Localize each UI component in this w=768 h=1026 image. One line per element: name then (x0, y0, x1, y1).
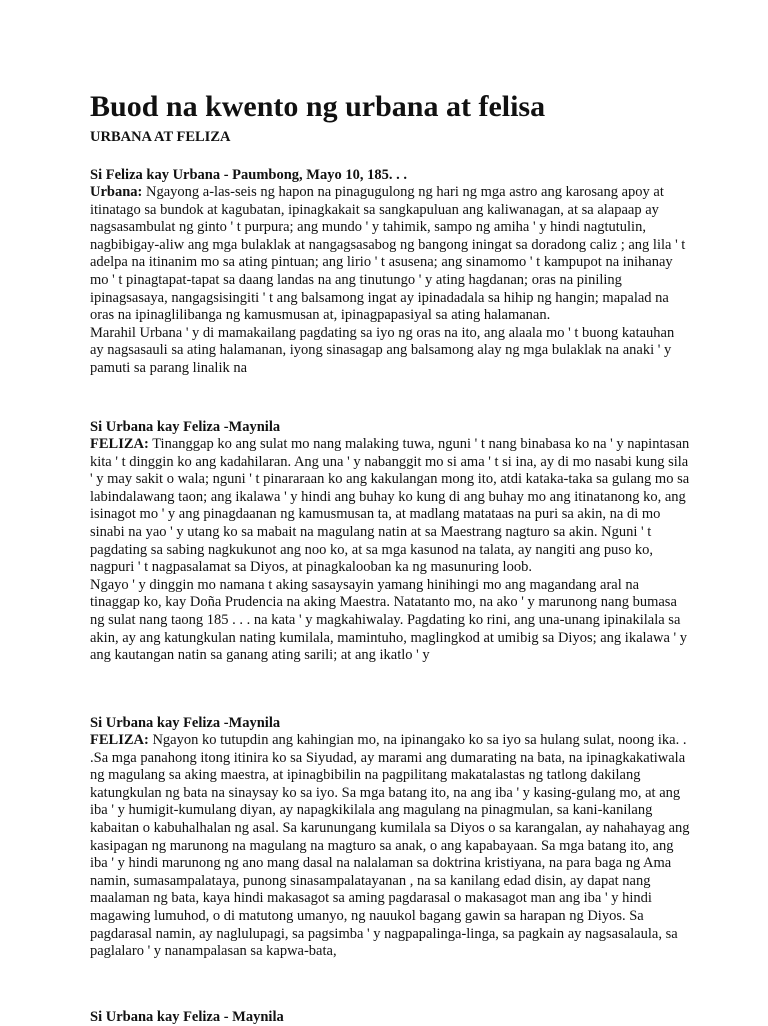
letter-section (90, 418, 690, 665)
letter-section (90, 1008, 690, 1026)
section-heading: Si Urbana kay Feliza -Maynila (90, 419, 281, 435)
section-heading: Si Urbana kay Feliza - Maynila (90, 1009, 284, 1025)
paragraph-text: Ngayong a-las-seis ng hapon na pinagugulong ng hari ng mga astro ang karosang apoy at itinatago sa bundok at kagubatan, ipinagkakait sa sangkapuluan ang kaliwanagan, at sa alapaap ay nagsasambulat ng ginto ' t purpura; ang mundo ' y tahimik, sampo ng amiha ' y hindi nagtutulin, nagbibigay-aliw ang mga bulaklak at nangagsasabog ng bangong iningat sa doradong caliz ; ang lila ' t adelpa na itinanim mo sa ating pintuan; ang lirio ' t asusena; ang sinamomo ' t kampupot na inihanay mo ' t pinagtapat-tapat sa daang landas na ang tinutungo ' y ating hagdanan; oras na piniling ipinagsasaya, nangagsisingiti ' t ang balsamong ingat ay ipinadadala sa hihip ng hangin; mapalad na oras na ipinaglilibanga ng kamusmusan at, ipinagpapasiyal sa ating halamanan. (90, 184, 686, 324)
section-heading: Si Feliza kay Urbana - Paumbong, Mayo 10, 185. . . (90, 167, 407, 183)
salutation: FELIZA: (90, 436, 149, 452)
letter-section (90, 714, 690, 961)
section-paragraph (90, 184, 690, 325)
salutation: FELIZA: (90, 732, 149, 748)
section-paragraph (90, 436, 690, 577)
salutation: Urbana: (90, 184, 143, 200)
document-page (90, 88, 690, 1025)
document-title: Buod na kwento ng urbana at felisa (90, 90, 546, 123)
section-paragraph: Marahil Urbana ' y di mamakailang pagdating sa iyo ng oras na ito, ang alaala mo ' t buong katauhan ay nagsasauli sa ating halamanan, iyong sinasagap ang balsamong alay ng mga bulaklak na anaki ' y pamuti sa parang linalik na (90, 324, 675, 376)
paragraph-text: Tinanggap ko ang sulat mo nang malaking tuwa, nguni ' t nang binabasa ko na ' y napintasan kita ' t dinggin ko ang kadahilaran. Ang una ' y nabanggit mo si ama ' t si ina, ay di mo nasabi kung sila ' y may sakit o wala; nguni ' t pinararaan ko ang kakulangan mong ito, atdi kataka-taka sa gulang mo sa labindalawang taon; ang ikalawa ' y hindi ang buhay ko kung di ang buhay mo ang itinatanong ko, ang isinagot mo ' y ang pinagdaanan ng kamusmusan ta, at madlang matataas na puri sa akin, na di mo sinabi na yao ' y utang ko sa mabait na magulang natin at sa Maestrang nagturo sa akin. Nguni ' t pagdating sa sabing nagkukunot ang noo ko, at sa mga kasunod na talata, ay nangiti ang puso ko, nagpuri ' t nagpasalamat sa Diyos, at pinagkalooban ka ng masunuring loob. (90, 436, 690, 576)
section-heading: Si Urbana kay Feliza -Maynila (90, 715, 281, 731)
document-subtitle: URBANA AT FELIZA (90, 129, 231, 145)
paragraph-text: Ngayon ko tutupdin ang kahingian mo, na ipinangako ko sa iyo sa hulang sulat, noong ika. . .Sa mga panahong itong itinira ko sa Siyudad, ay marami ang dumarating na bata, na ipinagkakatiwala ng magulang sa aking maestra, at ipinagbibilin na pagpilitang makatalastas ng tatlong dakilang katungkulan ng bata na sinaysay ko sa iyo. Sa mga batang ito, na ang iba ' y kasing-gulang mo, at ang iba ' y humigit-kumulang diyan, ay napagkikilala ang magulang na pinagmulan, sa kani-kanilang kabaitan o kabuhalhalan ng asal. Sa karunungang kumilala sa Diyos o sa karangalan, ay nahahayag ang kasipagan ng marunong na magulang na magturo sa anak, o ang kapabayaan. Sa mga batang ito, ang iba ' y hindi marunong ng ano mang dasal na nalalaman sa doktrina kristiyana, na para baga ng Ama namin, sumasampalataya, punong sinasampalatayanan , na sa kanilang edad disin, ay dapat nang maalaman ng bata, kaya hindi makasagot sa aming pagdarasal o makasagot man ang iba ' y hindi magawing lumuhod, o di matutong umanyo, ng nauukol bagang gawin sa harapan ng Diyos. Sa pagdarasal namin, ay naglulupagi, sa pagsimba ' y nagpapalinga-linga, sa pagkain ay nagsasalaula, sa paglalaro ' y nanampalasan sa kapwa-bata, (90, 732, 690, 960)
section-paragraph (90, 732, 690, 961)
letter-section (90, 166, 690, 378)
section-paragraph: Ngayo ' y dinggin mo namana t aking sasaysayin yamang hinihingi mo ang magandang aral na tinaggap ko, kay Doña Prudencia na aking Maestra. Natatanto mo, na ako ' y marunong nang bumasa ng sulat nang taong 185 . . . na kata ' y magkahiwalay. Pagdating ko rini, ang una-unang ipinakilala sa akin, ay ang katungkulan nating kumilala, mamintuho, maglingkod at umibig sa Diyos; ang ikalawa ' y ang kautangan natin sa ganang ating sarili; at ang ikatlo ' y (90, 576, 687, 664)
